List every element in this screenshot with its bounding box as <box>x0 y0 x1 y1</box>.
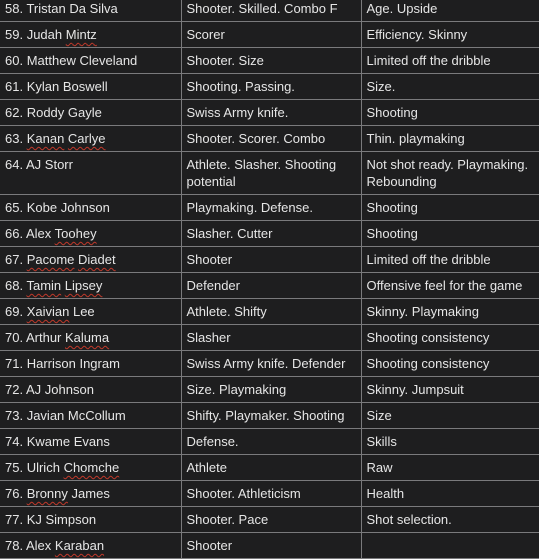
player-rank: 71. <box>5 356 24 371</box>
player-cell[interactable] <box>0 481 181 507</box>
player-cell[interactable] <box>0 0 181 22</box>
table-row <box>0 481 539 507</box>
player-cell[interactable] <box>0 74 181 100</box>
player-first-name: Harrison <box>26 356 76 371</box>
player-cell[interactable] <box>0 429 181 455</box>
weaknesses-cell[interactable]: Shooting <box>361 100 539 126</box>
weaknesses-cell[interactable]: Limited off the dribble <box>361 247 539 273</box>
player-rank: 70. <box>5 330 24 345</box>
strengths-cell[interactable]: Shooter. Size <box>181 48 361 74</box>
player-last-name: Storr <box>44 157 73 172</box>
table-row <box>0 507 539 533</box>
player-last-name: Ingram <box>79 356 120 371</box>
weaknesses-cell[interactable]: Shooting consistency <box>361 325 539 351</box>
player-cell[interactable] <box>0 325 181 351</box>
strengths-cell[interactable]: Athlete. Shifty <box>181 299 361 325</box>
player-rank: 78. <box>5 538 24 553</box>
player-first-name: KJ <box>26 512 42 527</box>
strengths-cell[interactable]: Shooter <box>181 247 361 273</box>
player-rank: 77. <box>5 512 24 527</box>
table-row <box>0 403 539 429</box>
player-rank: 74. <box>5 434 24 449</box>
player-cell[interactable] <box>0 455 181 481</box>
strengths-cell[interactable]: Defense. <box>181 429 361 455</box>
strengths-cell[interactable]: Shooter. Athleticism <box>181 481 361 507</box>
strengths-cell[interactable]: Swiss Army knife. Defender <box>181 351 361 377</box>
table-row <box>0 247 539 273</box>
table-row <box>0 152 539 195</box>
table-row <box>0 74 539 100</box>
table-row <box>0 325 539 351</box>
player-last-name: Kaluma <box>65 330 110 345</box>
player-first-name: Roddy <box>26 105 65 120</box>
player-first-name: Alex <box>25 538 52 553</box>
player-first-name: AJ <box>25 382 42 397</box>
player-cell[interactable] <box>0 152 181 195</box>
table-row <box>0 0 539 22</box>
player-cell[interactable] <box>0 533 181 559</box>
player-cell[interactable] <box>0 273 181 299</box>
strengths-cell[interactable]: Shooter. Scorer. Combo <box>181 126 361 152</box>
weaknesses-cell[interactable]: Health <box>361 481 539 507</box>
weaknesses-cell[interactable]: Offensive feel for the game <box>361 273 539 299</box>
player-rank: 69. <box>5 304 24 319</box>
player-first-name: Javian <box>26 408 65 423</box>
table-row <box>0 100 539 126</box>
player-last-name: Simpson <box>45 512 97 527</box>
weaknesses-cell[interactable]: Shooting <box>361 195 539 221</box>
weaknesses-cell[interactable]: Efficiency. Skinny <box>361 22 539 48</box>
strengths-cell[interactable]: Athlete <box>181 455 361 481</box>
player-first-name: Tristan <box>26 1 66 16</box>
weaknesses-cell[interactable] <box>361 533 539 559</box>
strengths-cell[interactable]: Slasher <box>181 325 361 351</box>
weaknesses-cell[interactable]: Age. Upside <box>361 0 539 22</box>
player-rank: 72. <box>5 382 24 397</box>
player-first-name: Kwame <box>26 434 71 449</box>
player-cell[interactable] <box>0 22 181 48</box>
player-cell[interactable] <box>0 377 181 403</box>
player-last-name: Cleveland <box>79 53 138 68</box>
player-last-name: James <box>71 486 110 501</box>
weaknesses-cell[interactable]: Skills <box>361 429 539 455</box>
player-cell[interactable] <box>0 507 181 533</box>
strengths-cell[interactable]: Defender <box>181 273 361 299</box>
strengths-cell[interactable]: Swiss Army knife. <box>181 100 361 126</box>
player-last-name: Karaban <box>54 538 105 553</box>
player-last-name: Toohey <box>54 226 97 241</box>
player-last-name: Lee <box>72 304 95 319</box>
player-last-name: Evans <box>73 434 110 449</box>
player-first-name: Kobe <box>26 200 58 215</box>
player-rank: 73. <box>5 408 24 423</box>
strengths-cell[interactable]: Athlete. Slasher. Shooting potential <box>181 152 361 195</box>
table-row <box>0 22 539 48</box>
player-rank: 75. <box>5 460 24 475</box>
player-cell[interactable] <box>0 299 181 325</box>
table-row <box>0 126 539 152</box>
player-rank: 61. <box>5 79 24 94</box>
strengths-cell[interactable]: Shooter. Skilled. Combo F <box>181 0 361 22</box>
player-first-name: Tamin <box>26 278 62 293</box>
table-row <box>0 48 539 74</box>
strengths-cell[interactable]: Shooter. Pace <box>181 507 361 533</box>
player-cell[interactable] <box>0 247 181 273</box>
table-row <box>0 221 539 247</box>
player-first-name: Pacome <box>26 252 75 267</box>
player-rank: 65. <box>5 200 24 215</box>
table-row <box>0 351 539 377</box>
player-last-name: Carlye <box>67 131 106 146</box>
player-cell[interactable] <box>0 351 181 377</box>
weaknesses-cell[interactable]: Skinny. Jumpsuit <box>361 377 539 403</box>
player-cell[interactable] <box>0 195 181 221</box>
strengths-cell[interactable]: Scorer <box>181 22 361 48</box>
weaknesses-cell[interactable]: Not shot ready. Playmaking. Rebounding <box>361 152 539 195</box>
table-row <box>0 455 539 481</box>
player-cell[interactable] <box>0 221 181 247</box>
player-cell[interactable] <box>0 403 181 429</box>
player-first-name: Arthur <box>25 330 62 345</box>
player-last-name: Lipsey <box>64 278 103 293</box>
player-first-name: Matthew <box>26 53 76 68</box>
weaknesses-cell[interactable]: Thin. playmaking <box>361 126 539 152</box>
player-last-name: Diadet <box>78 252 116 267</box>
player-last-name: Mintz <box>65 27 97 42</box>
weaknesses-cell[interactable]: Size <box>361 403 539 429</box>
weaknesses-cell[interactable]: Shot selection. <box>361 507 539 533</box>
player-last-name: Gayle <box>67 105 102 120</box>
player-rank: 66. <box>5 226 24 241</box>
player-first-name: Bronny <box>26 486 68 501</box>
strengths-cell[interactable]: Shooter <box>181 533 361 559</box>
player-first-name: Ulrich <box>26 460 60 475</box>
player-last-name: Johnson <box>44 382 94 397</box>
player-first-name: AJ <box>25 157 42 172</box>
player-last-name: Chomche <box>63 460 120 475</box>
weaknesses-cell[interactable]: Skinny. Playmaking <box>361 299 539 325</box>
player-rank: 76. <box>5 486 24 501</box>
table-row <box>0 429 539 455</box>
strengths-cell[interactable]: Shooting. Passing. <box>181 74 361 100</box>
player-first-name: Alex <box>25 226 52 241</box>
player-last-name: Boswell <box>62 79 108 94</box>
player-cell[interactable] <box>0 126 181 152</box>
player-rank: 58. <box>5 1 24 16</box>
player-rank: 68. <box>5 278 24 293</box>
player-first-name: Xaivian <box>26 304 70 319</box>
player-cell[interactable] <box>0 100 181 126</box>
table-row <box>0 299 539 325</box>
weaknesses-cell[interactable]: Limited off the dribble <box>361 48 539 74</box>
player-rank: 63. <box>5 131 24 146</box>
table-row <box>0 273 539 299</box>
weaknesses-cell[interactable]: Shooting <box>361 221 539 247</box>
table-row <box>0 533 539 559</box>
weaknesses-cell[interactable]: Shooting consistency <box>361 351 539 377</box>
table-row <box>0 377 539 403</box>
weaknesses-cell[interactable]: Raw <box>361 455 539 481</box>
player-last-name: Da Silva <box>69 1 118 16</box>
player-rank: 62. <box>5 105 24 120</box>
strengths-cell[interactable]: Size. Playmaking <box>181 377 361 403</box>
player-rank: 60. <box>5 53 24 68</box>
player-first-name: Judah <box>26 27 63 42</box>
player-rank: 64. <box>5 157 24 172</box>
strengths-cell[interactable]: Shifty. Playmaker. Shooting <box>181 403 361 429</box>
player-last-name: Johnson <box>60 200 110 215</box>
player-cell[interactable] <box>0 48 181 74</box>
player-first-name: Kylan <box>26 79 60 94</box>
weaknesses-cell[interactable]: Size. <box>361 74 539 100</box>
player-last-name: McCollum <box>67 408 126 423</box>
player-rank: 67. <box>5 252 24 267</box>
player-first-name: Kanan <box>26 131 65 146</box>
strengths-cell[interactable]: Playmaking. Defense. <box>181 195 361 221</box>
player-rank: 59. <box>5 27 24 42</box>
strengths-cell[interactable]: Slasher. Cutter <box>181 221 361 247</box>
table-row <box>0 195 539 221</box>
